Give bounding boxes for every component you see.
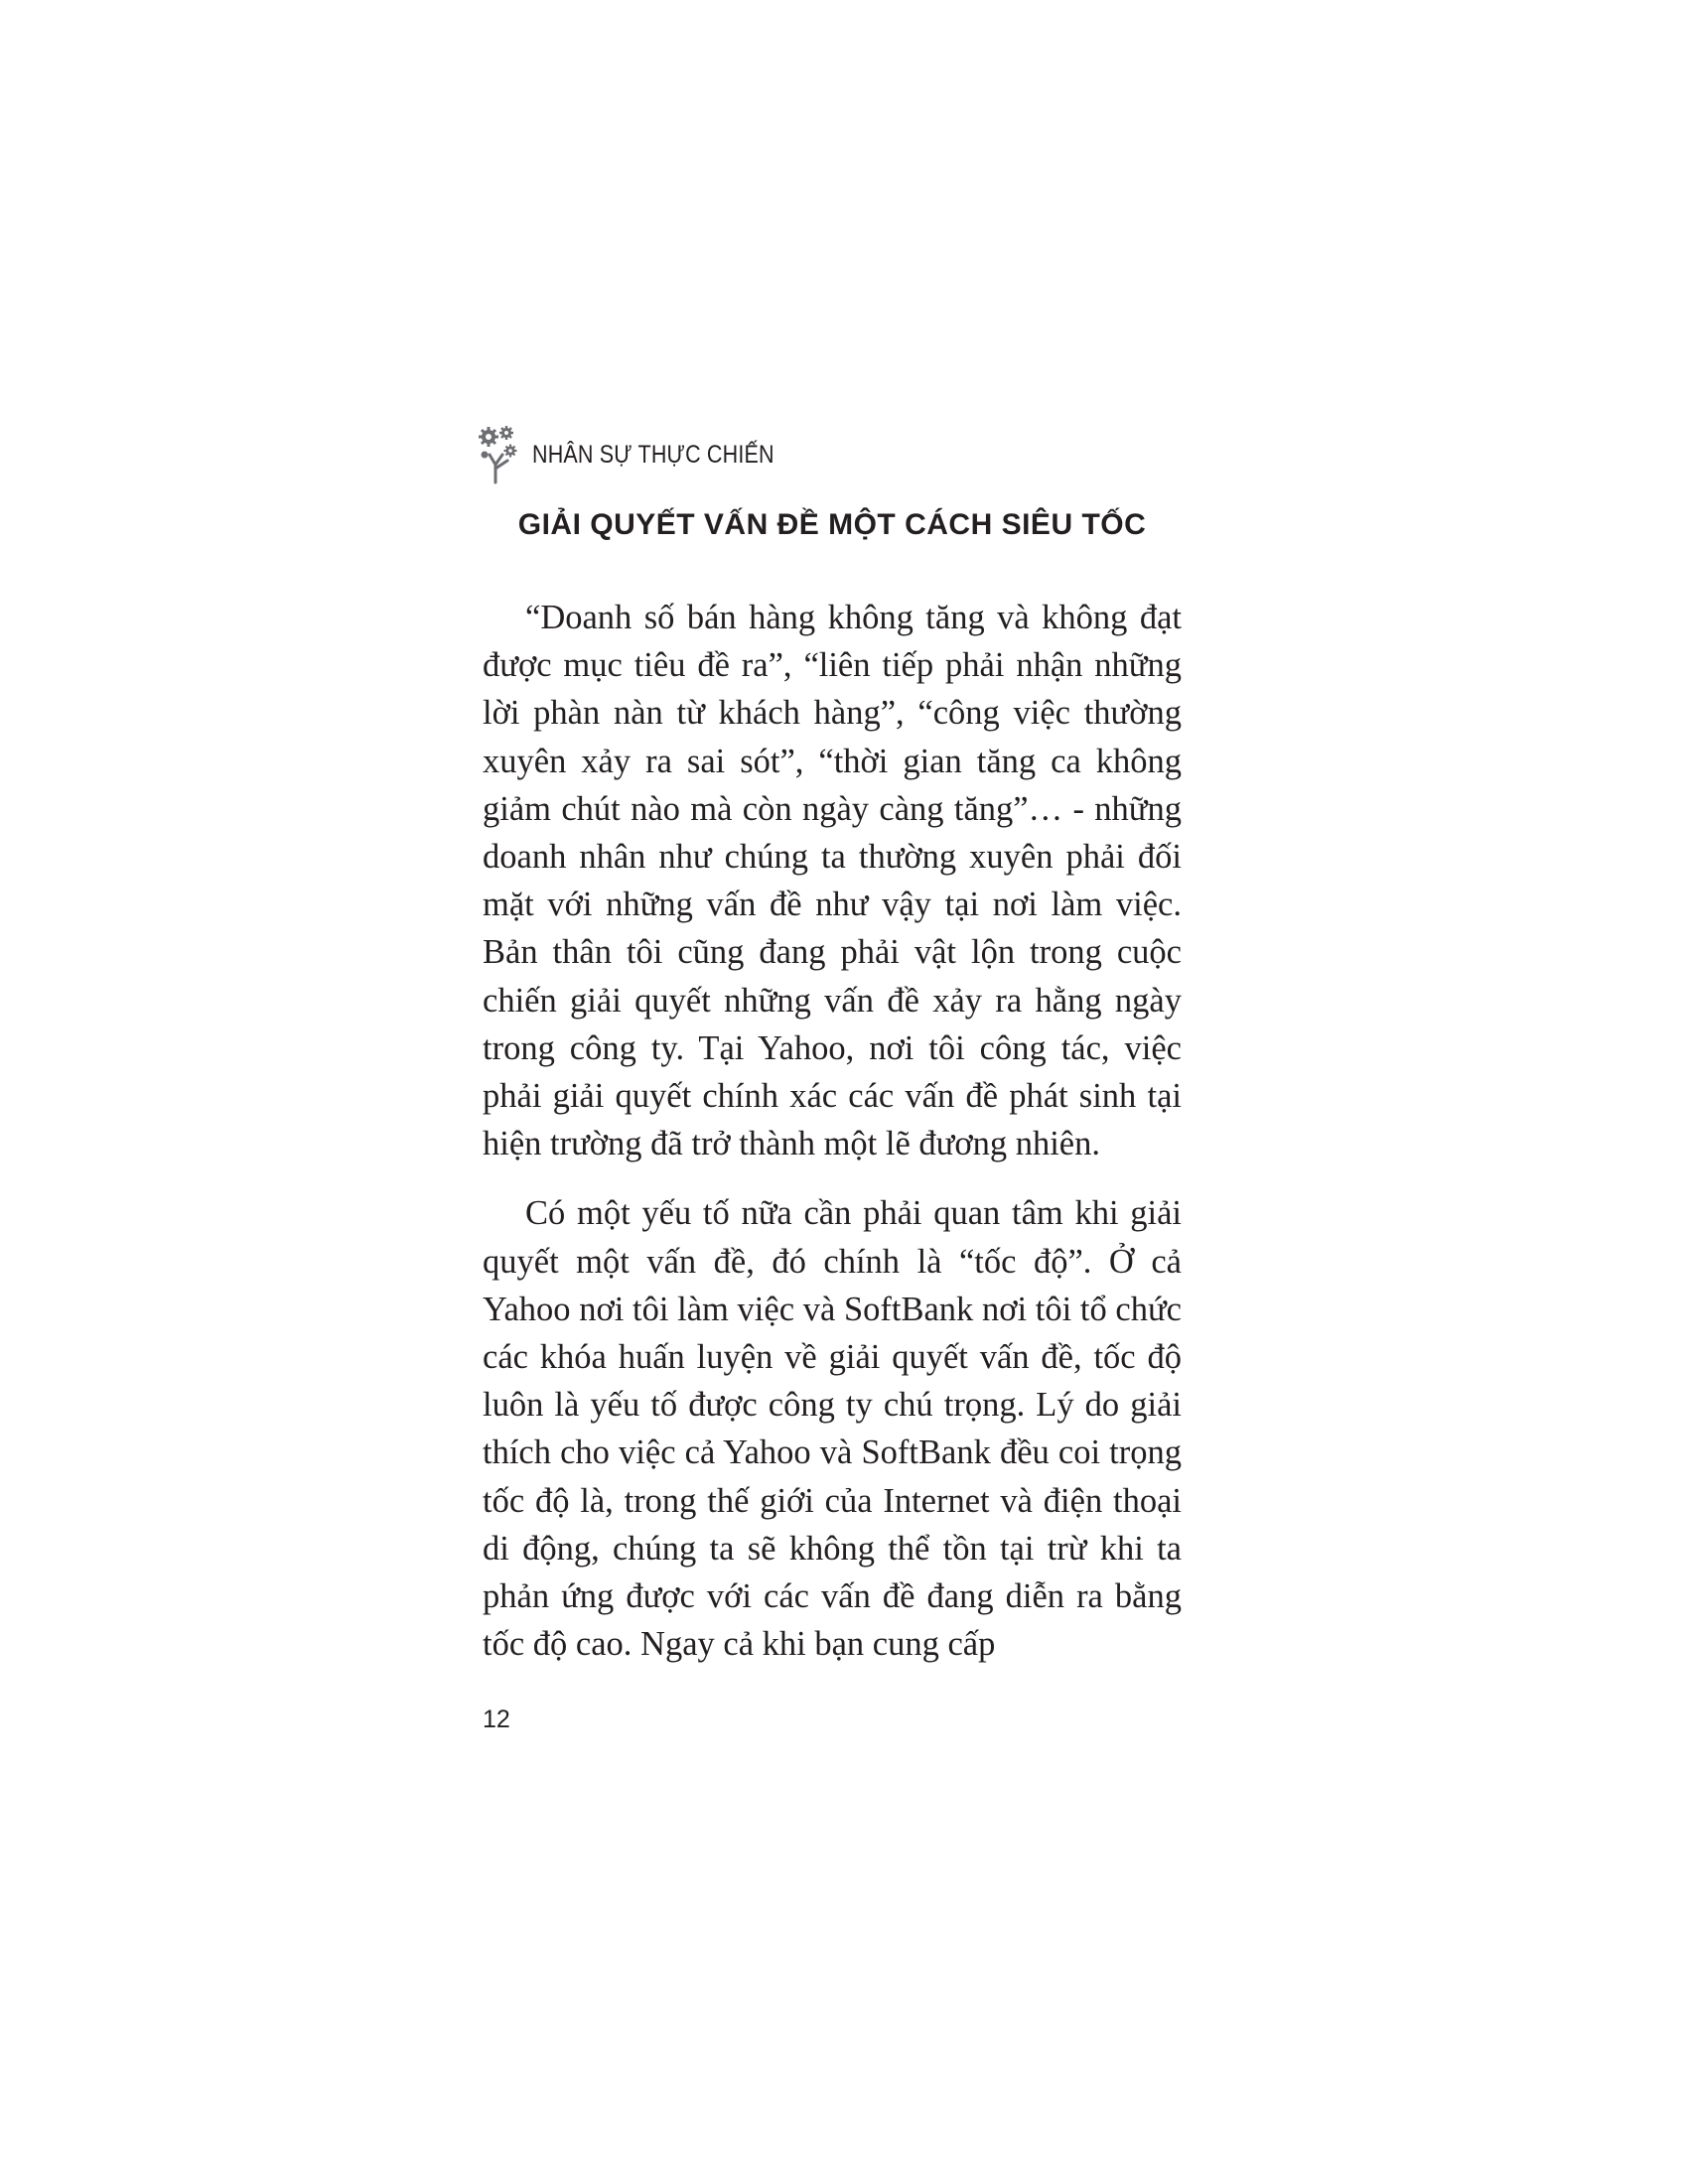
page-number: 12 xyxy=(483,1706,510,1733)
paragraph: Có một yếu tố nữa cần phải quan tâm khi giải quyết một vấn đề, đó chính là “tốc độ”. Ở cả Yahoo nơi tôi làm việc và SoftBank nơi tôi tổ chức các khóa huấn luyện về giải quyết vấn đề, tốc độ luôn là yếu tố được công ty chú trọng. Lý do giải thích cho việc cả Yahoo và SoftBank đều coi trọng tốc độ là, trong thế giới của Internet và điện thoại di động, chúng ta sẽ không thể tồn tại trừ khi ta phản ứng được với các vấn đề đang diễn ra bằng tốc độ cao. Ngay cả khi bạn cung cấp xyxy=(483,1194,1182,1664)
body-text xyxy=(483,594,1182,1668)
paragraph: “Doanh số bán hàng không tăng và không đạt được mục tiêu đề ra”, “liên tiếp phải nhận những lời phàn nàn từ khách hàng”, “công việc thường xuyên xảy ra sai sót”, “thời gian tăng ca không giảm chút nào mà còn ngày càng tăng”… - những doanh nhân như chúng ta thường xuyên phải đối mặt với những vấn đề như vậy tại nơi làm việc. Bản thân tôi cũng đang phải vật lộn trong cuộc chiến giải quyết những vấn đề xảy ra hằng ngày trong công ty. Tại Yahoo, nơi tôi công tác, việc phải giải quyết chính xác các vấn đề phát sinh tại hiện trường đã trở thành một lẽ đương nhiên. xyxy=(483,599,1182,1163)
gears-tree-icon xyxy=(477,425,518,484)
chapter-title: GIẢI QUYẾT VẤN ĐỀ MỘT CÁCH SIÊU TỐC xyxy=(517,508,1147,541)
running-header xyxy=(477,425,813,484)
running-title: NHÂN SỰ THỰC CHIẾN xyxy=(532,440,774,469)
